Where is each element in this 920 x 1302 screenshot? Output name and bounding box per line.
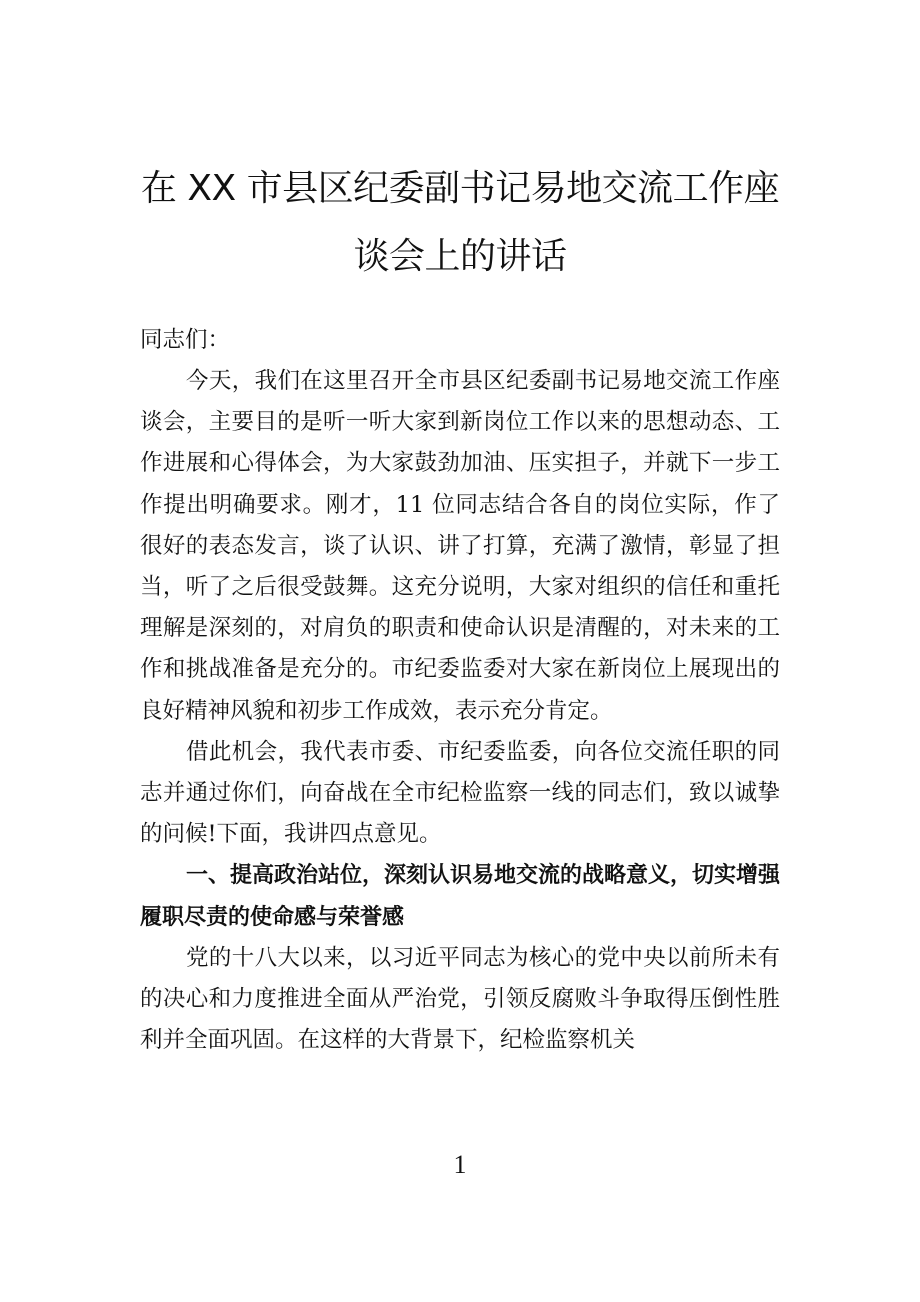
- paragraph-3: 党的十八大以来，以习近平同志为核心的党中央以前所未有的决心和力度推进全面从严治党，引领反腐败斗争取得压倒性胜利并全面巩固。在这样的大背景下，纪检监察机关: [140, 944, 780, 1054]
- page-number: 1: [453, 1150, 467, 1179]
- document-body: [140, 361, 780, 1061]
- document-title-line-2: 谈会上的讲话: [353, 236, 567, 277]
- salutation: 同志们：: [140, 327, 231, 353]
- paragraph-2: 借此机会，我代表市委、市纪委监委，向各位交流任职的同志并通过你们，向奋战在全市纪检监察一线的同志们，致以诚挚的问候!下面，我讲四点意见。: [140, 738, 780, 848]
- document-title-line-1: 在 XX 市县区纪委副书记易地交流工作座: [140, 168, 780, 209]
- paragraph-1: 今天，我们在这里召开全市县区纪委副书记易地交流工作座谈会，主要目的是听一听大家到新岗位工作以来的思想动态、工作进展和心得体会，为大家鼓劲加油、压实担子，并就下一步工作提出明确要求。刚才，11 位同志结合各自的岗位实际，作了很好的表态发言，谈了认识、讲了打算，充满了激情，彰显了担当，听了之后很受鼓舞。这充分说明，大家对组织的信任和重托理解是深刻的，对肩负的职责和使命认识是清醒的，对未来的工作和挑战准备是充分的。市纪委监委对大家在新岗位上展现出的良好精神风貌和初步工作成效，表示充分肯定。: [140, 368, 780, 724]
- section-heading-1: 一、提高政治站位，深刻认识易地交流的战略意义，切实增强履职尽责的使命感与荣誉感: [140, 863, 781, 930]
